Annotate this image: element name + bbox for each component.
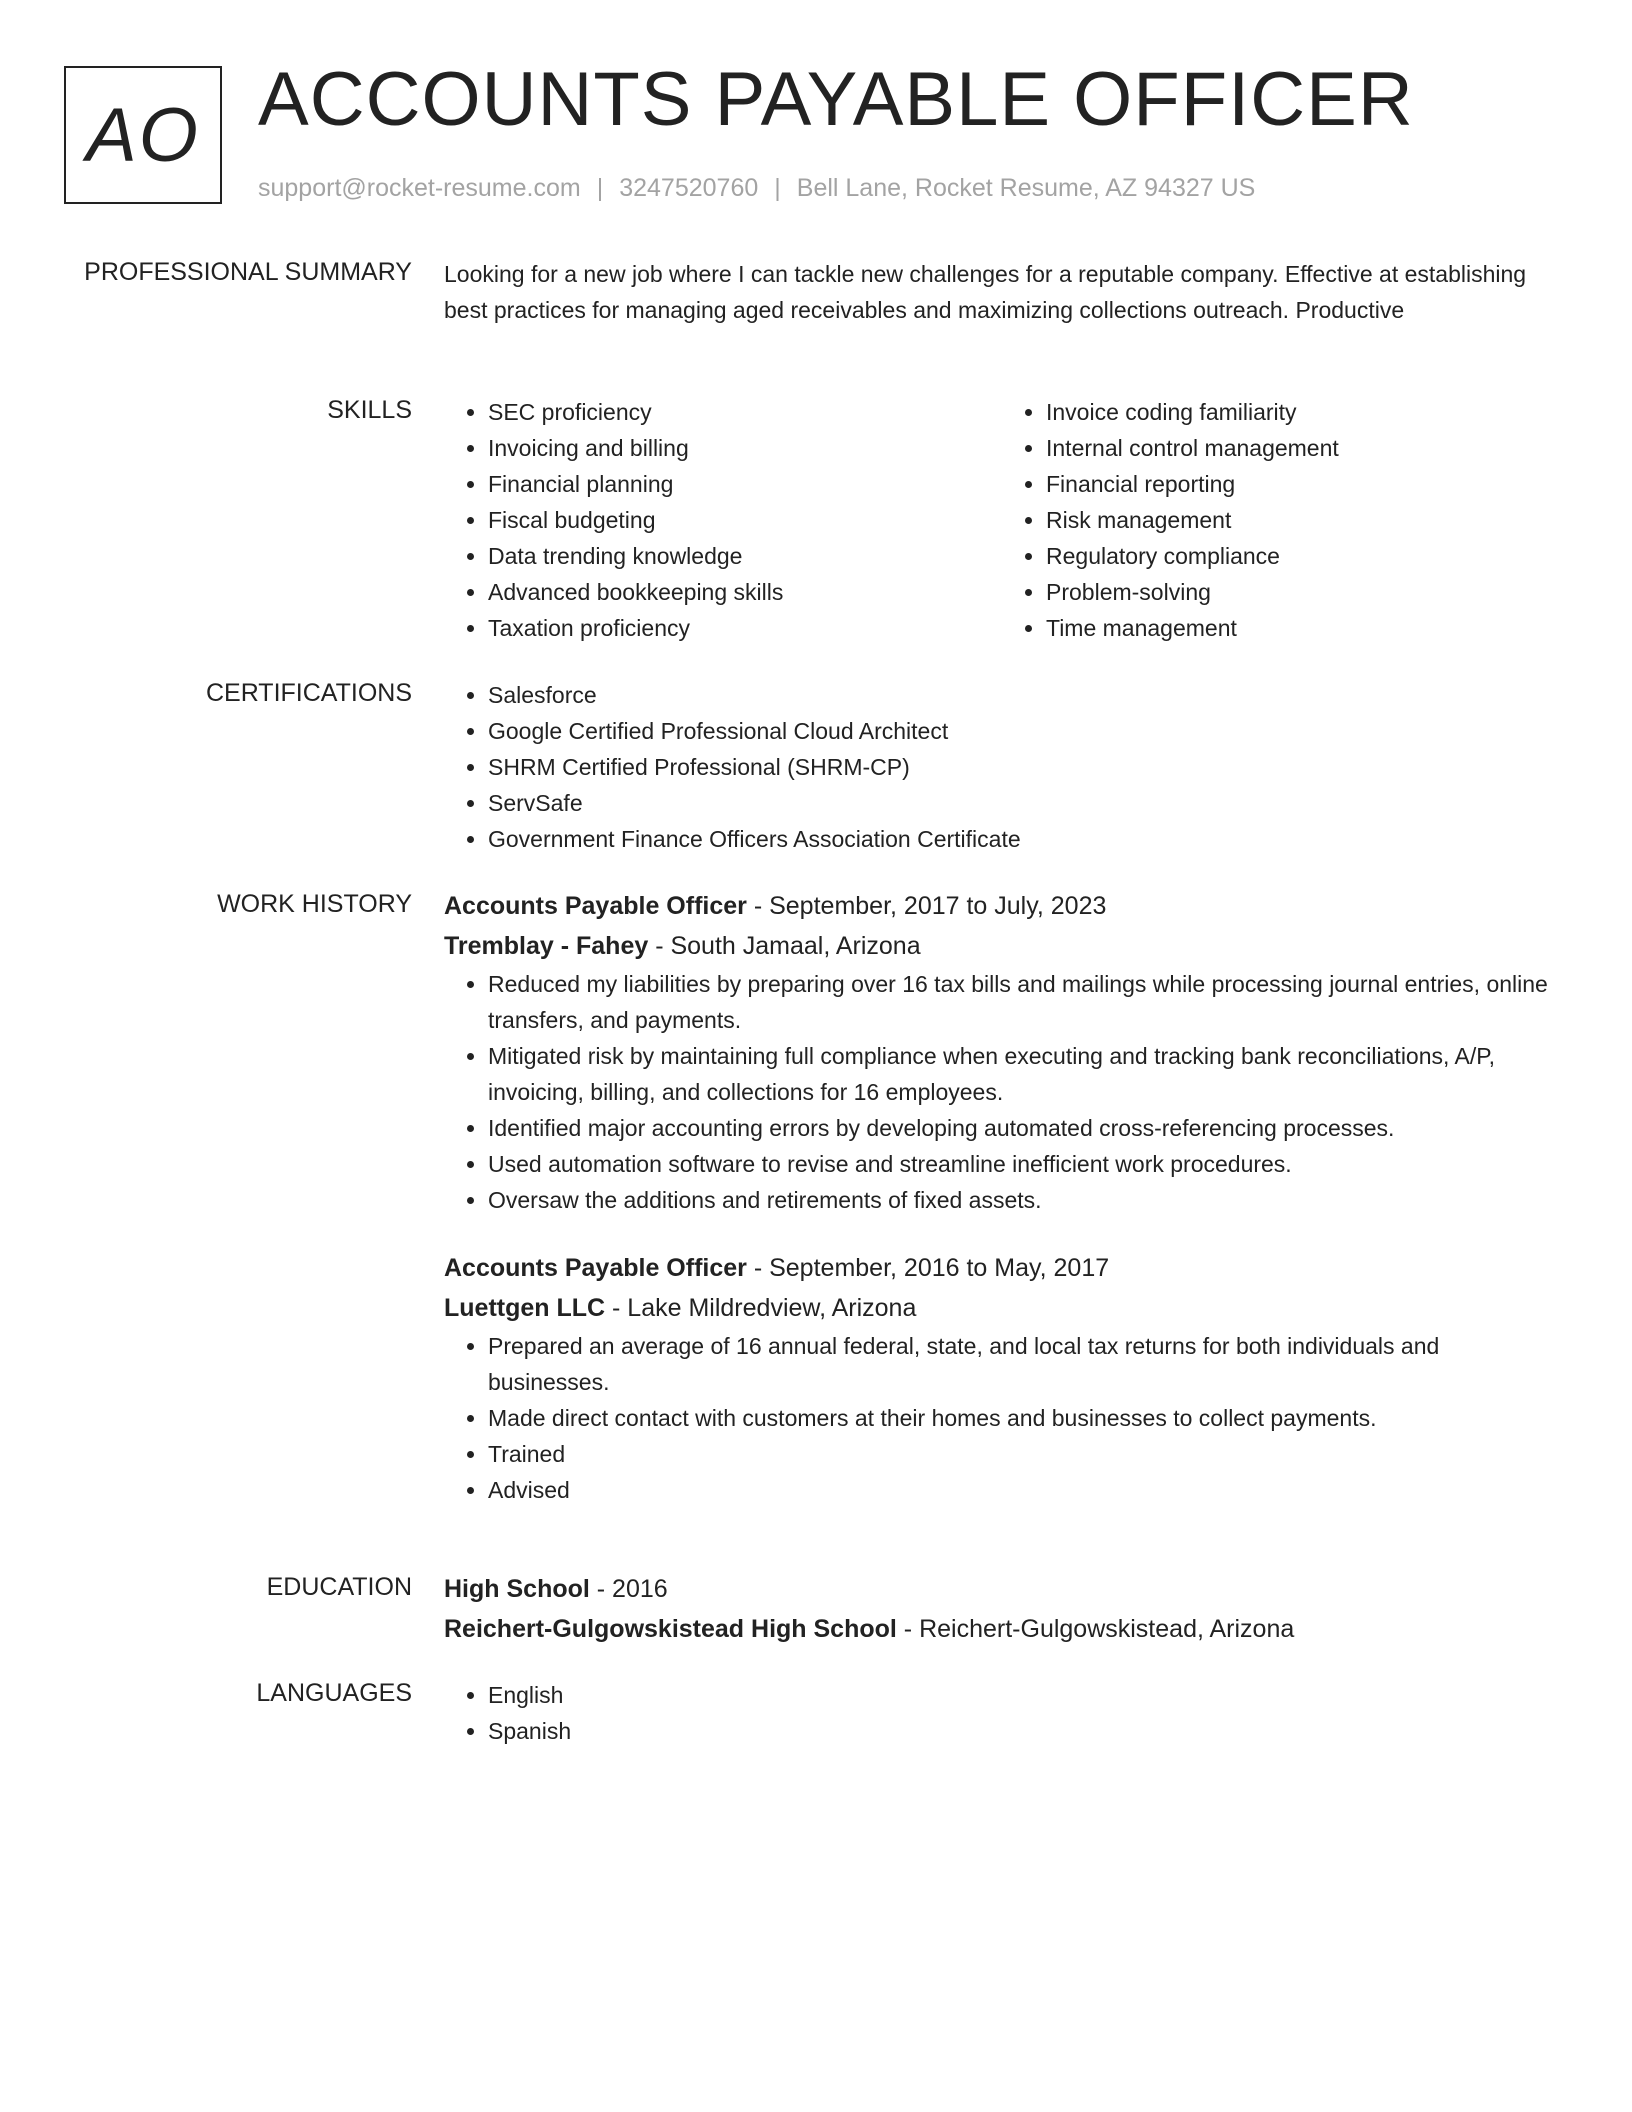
language-item: • Spanish	[488, 1713, 1560, 1749]
skills-list-right	[1002, 394, 1560, 646]
job-company-line	[444, 1288, 1560, 1328]
skill-item: • Invoice coding familiarity	[1046, 394, 1560, 430]
education-degree-line	[444, 1569, 1560, 1609]
skill-item: • Invoicing and billing	[488, 430, 1002, 466]
job-duties-list	[444, 1328, 1560, 1508]
job-title-line	[444, 886, 1560, 926]
languages-list	[444, 1677, 1560, 1749]
certification-item: • Salesforce	[488, 677, 1560, 713]
certifications-list	[444, 677, 1560, 857]
contact-phone: 3247520760	[619, 174, 759, 202]
education-school: Reichert-Gulgowskistead High School	[444, 1615, 897, 1643]
job-entry	[444, 886, 1560, 1218]
job-duty-item: • Mitigated risk by maintaining full compliance when executing and tracking bank reconciliations, A/P, invoicing, billing, and collections for 16 employees.	[488, 1038, 1560, 1110]
job-duty-item: • Advised	[488, 1472, 1560, 1508]
job-duty-item: • Identified major accounting errors by developing automated cross-referencing processes.	[488, 1110, 1560, 1146]
job-title: Accounts Payable Officer	[444, 1254, 747, 1282]
summary-text: Looking for a new job where I can tackle new challenges for a reputable company. Effective at establishing best practices for managing aged receivables and maximizing collections outreach. Productive	[444, 261, 1527, 323]
job-title-line	[444, 1248, 1560, 1288]
job-duty-item: • Used automation software to revise and streamline inefficient work procedures.	[488, 1146, 1560, 1182]
job-duty-item: • Reduced my liabilities by preparing over 16 tax bills and mailings while processing journal entries, online transfers, and payments.	[488, 966, 1560, 1038]
monogram-box	[64, 66, 222, 204]
section-label-work-history: WORK HISTORY	[217, 890, 412, 918]
contact-separator: |	[596, 174, 604, 202]
skill-item: • SEC proficiency	[488, 394, 1002, 430]
job-duties-list	[444, 966, 1560, 1218]
skill-item: • Internal control management	[1046, 430, 1560, 466]
job-duty-item: • Prepared an average of 16 annual federal, state, and local tax returns for both individuals and businesses.	[488, 1328, 1560, 1400]
job-title: Accounts Payable Officer	[444, 892, 747, 920]
education-school-line	[444, 1609, 1560, 1649]
skill-item: • Fiscal budgeting	[488, 502, 1002, 538]
education-location: - Reichert-Gulgowskistead, Arizona	[896, 1615, 1295, 1643]
certification-item: • ServSafe	[488, 785, 1560, 821]
skills-list-left	[444, 394, 1002, 646]
section-label-skills: SKILLS	[327, 396, 412, 424]
skill-item: • Financial planning	[488, 466, 1002, 502]
resume-title: ACCOUNTS PAYABLE OFFICER	[258, 57, 1414, 142]
job-duty-item: • Trained	[488, 1436, 1560, 1472]
skill-item: • Taxation proficiency	[488, 610, 1002, 646]
job-company: Tremblay - Fahey	[444, 932, 649, 960]
language-item: • English	[488, 1677, 1560, 1713]
skill-item: • Data trending knowledge	[488, 538, 1002, 574]
job-company-line	[444, 926, 1560, 966]
contact-email: support@rocket-resume.com	[258, 174, 581, 202]
job-entry	[444, 1248, 1560, 1508]
monogram-initials: AO	[86, 92, 200, 178]
skill-item: • Problem-solving	[1046, 574, 1560, 610]
section-label-languages: LANGUAGES	[256, 1679, 412, 1707]
education-year: - 2016	[589, 1575, 668, 1603]
skill-item: • Financial reporting	[1046, 466, 1560, 502]
job-duty-item: • Made direct contact with customers at their homes and businesses to collect payments.	[488, 1400, 1560, 1436]
skill-item: • Advanced bookkeeping skills	[488, 574, 1002, 610]
contact-line	[258, 174, 1255, 203]
section-label-certifications: CERTIFICATIONS	[205, 679, 412, 707]
job-dates: - September, 2016 to May, 2017	[746, 1254, 1110, 1282]
education-degree: High School	[444, 1575, 590, 1603]
job-location: - Lake Mildredview, Arizona	[605, 1294, 917, 1322]
job-company: Luettgen LLC	[444, 1294, 606, 1322]
job-dates: - September, 2017 to July, 2023	[746, 892, 1107, 920]
skill-item: • Time management	[1046, 610, 1560, 646]
skill-item: • Risk management	[1046, 502, 1560, 538]
certification-item: • Government Finance Officers Association Certificate	[488, 821, 1560, 857]
certification-item: • Google Certified Professional Cloud Architect	[488, 713, 1560, 749]
contact-address: Bell Lane, Rocket Resume, AZ 94327 US	[796, 174, 1256, 202]
job-location: - South Jamaal, Arizona	[648, 932, 921, 960]
skill-item: • Regulatory compliance	[1046, 538, 1560, 574]
job-duty-item: • Oversaw the additions and retirements of fixed assets.	[488, 1182, 1560, 1218]
certification-item: • SHRM Certified Professional (SHRM-CP)	[488, 749, 1560, 785]
section-label-summary: PROFESSIONAL SUMMARY	[84, 258, 412, 286]
contact-separator: |	[774, 174, 781, 202]
section-label-education: EDUCATION	[266, 1573, 412, 1601]
